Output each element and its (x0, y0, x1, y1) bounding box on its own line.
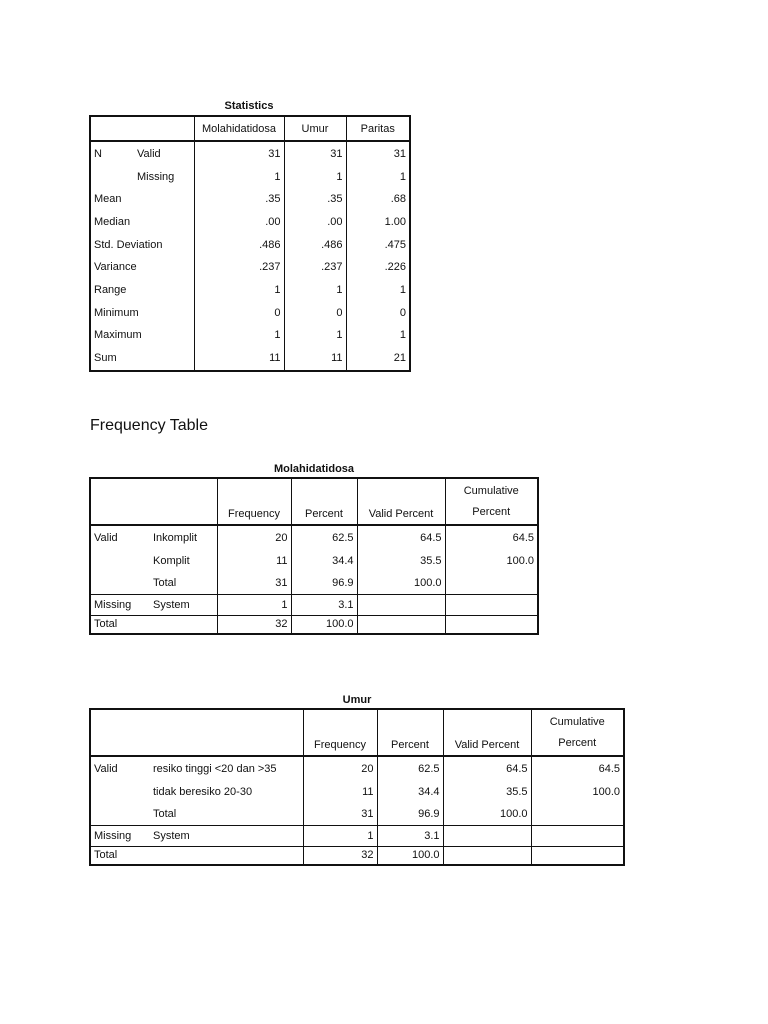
row-group: Valid (94, 762, 118, 775)
table-row (90, 210, 410, 233)
row-group: Missing (90, 825, 150, 846)
table-row (90, 549, 538, 572)
cell-cumulative: 100.0 (531, 780, 624, 803)
row-category: tidak beresiko 20-30 (153, 785, 253, 798)
row-label: Range (94, 283, 127, 296)
row-category: Total (153, 576, 177, 589)
cell-value: 31 (346, 141, 410, 165)
col-cumulative-line1: Cumulative (549, 715, 605, 728)
cell-valid-percent (357, 615, 445, 634)
row-sublabel: Valid (137, 147, 161, 160)
table-row (90, 594, 538, 615)
stat-col-umur: Umur (284, 116, 346, 141)
cell-cumulative (445, 594, 538, 615)
table-row (90, 141, 410, 165)
table-row (90, 846, 624, 865)
frequency-table-heading: Frequency Table (90, 417, 208, 434)
cell-value: 1 (284, 324, 346, 346)
table-row (90, 278, 410, 301)
row-group (90, 572, 150, 594)
cell-value: 1 (346, 165, 410, 188)
cell-frequency: 1 (303, 825, 377, 846)
cell-value: 1.00 (346, 210, 410, 233)
row-group (90, 803, 150, 825)
cell-value: 1 (284, 278, 346, 301)
col-valid-percent: Valid Percent (443, 709, 531, 756)
row-group (90, 780, 150, 803)
cell-valid-percent: 35.5 (443, 780, 531, 803)
cell-valid-percent (443, 825, 531, 846)
cell-value: 1 (346, 278, 410, 301)
frequency-header-row (90, 709, 624, 756)
cell-value: .00 (284, 210, 346, 233)
molahidatidosa-table (89, 477, 539, 635)
cell-valid-percent: 100.0 (357, 572, 445, 594)
cell-value: 1 (194, 278, 284, 301)
cell-valid-percent: 100.0 (443, 803, 531, 825)
table-row (90, 756, 624, 780)
col-percent: Percent (291, 478, 357, 525)
cell-cumulative (531, 825, 624, 846)
row-label: Mean (94, 193, 122, 205)
stat-col-molahidatidosa: Molahidatidosa (194, 116, 284, 141)
cell-frequency: 11 (217, 549, 291, 572)
molahidatidosa-caption: Molahidatidosa (273, 463, 355, 475)
col-cumulative-percent (531, 709, 624, 756)
row-category: resiko tinggi <20 dan >35 (153, 762, 277, 775)
cell-frequency: 11 (303, 780, 377, 803)
cell-value: 21 (346, 346, 410, 371)
cell-percent: 34.4 (377, 780, 443, 803)
row-label: Sum (94, 352, 117, 364)
table-row (90, 165, 410, 188)
row-category: Total (153, 807, 177, 820)
cell-value: 0 (284, 301, 346, 324)
table-row (90, 825, 624, 846)
cell-cumulative: 64.5 (531, 756, 624, 780)
cell-value: .68 (346, 188, 410, 210)
row-label: Std. Deviation (94, 238, 163, 251)
cell-value: .237 (284, 256, 346, 278)
cell-percent: 62.5 (377, 756, 443, 780)
table-row (90, 780, 624, 803)
col-frequency: Frequency (217, 478, 291, 525)
cell-value: 1 (194, 324, 284, 346)
cell-value: .475 (346, 233, 410, 256)
cell-cumulative: 100.0 (445, 549, 538, 572)
cell-percent: 100.0 (377, 846, 443, 865)
cell-percent: 62.5 (291, 525, 357, 549)
cell-percent: 34.4 (291, 549, 357, 572)
row-label: Median (94, 215, 131, 228)
col-valid-percent: Valid Percent (357, 478, 445, 525)
cell-value: 1 (284, 165, 346, 188)
table-row (90, 525, 538, 549)
cell-value: .35 (284, 188, 346, 210)
cell-frequency: 1 (217, 594, 291, 615)
cell-cumulative (445, 615, 538, 634)
cell-frequency: 31 (303, 803, 377, 825)
table-row (90, 233, 410, 256)
table-row (90, 301, 410, 324)
row-category (150, 846, 303, 865)
cell-cumulative (531, 846, 624, 865)
cell-valid-percent: 35.5 (357, 549, 445, 572)
col-cumulative-line1: Cumulative (463, 484, 519, 497)
cell-value: 31 (194, 141, 284, 165)
frequency-header-row (90, 478, 538, 525)
col-percent: Percent (377, 709, 443, 756)
cell-value: 11 (284, 346, 346, 371)
row-group (90, 549, 150, 572)
row-category: System (150, 594, 217, 615)
cell-value: .237 (194, 256, 284, 278)
cell-value: .486 (194, 233, 284, 256)
row-category: Komplit (153, 554, 190, 567)
cell-frequency: 32 (303, 846, 377, 865)
cell-cumulative: 64.5 (445, 525, 538, 549)
statistics-header-row (90, 116, 410, 141)
cell-value: 31 (284, 141, 346, 165)
cell-percent: 100.0 (291, 615, 357, 634)
cell-frequency: 31 (217, 572, 291, 594)
col-cumulative-line2: Percent (472, 505, 511, 518)
row-sublabel: Missing (137, 170, 175, 183)
table-row (90, 615, 538, 634)
cell-valid-percent (357, 594, 445, 615)
row-category (150, 615, 217, 634)
cell-cumulative (531, 803, 624, 825)
table-row (90, 324, 410, 346)
row-label: N (94, 147, 102, 160)
umur-caption: Umur (342, 694, 372, 706)
table-row (90, 346, 410, 371)
cell-value: .35 (194, 188, 284, 210)
table-row (90, 188, 410, 210)
cell-valid-percent: 64.5 (357, 525, 445, 549)
table-row (90, 256, 410, 278)
cell-value: 11 (194, 346, 284, 371)
cell-valid-percent (443, 846, 531, 865)
statistics-caption: Statistics (224, 100, 274, 112)
stat-col-paritas: Paritas (346, 116, 410, 141)
cell-value: .226 (346, 256, 410, 278)
cell-percent: 96.9 (291, 572, 357, 594)
row-group: Total (90, 615, 150, 634)
cell-value: 0 (346, 301, 410, 324)
cell-value: 1 (194, 165, 284, 188)
col-cumulative-line2: Percent (558, 736, 597, 749)
col-frequency: Frequency (303, 709, 377, 756)
umur-table (89, 708, 625, 866)
cell-percent: 3.1 (377, 825, 443, 846)
row-group: Valid (94, 531, 118, 544)
row-label (90, 165, 134, 188)
cell-frequency: 32 (217, 615, 291, 634)
cell-value: .00 (194, 210, 284, 233)
row-label: Maximum (94, 329, 142, 341)
cell-percent: 96.9 (377, 803, 443, 825)
row-category: Inkomplit (153, 531, 198, 544)
cell-value: 0 (194, 301, 284, 324)
cell-value: .486 (284, 233, 346, 256)
cell-frequency: 20 (303, 756, 377, 780)
table-row (90, 803, 624, 825)
row-group: Total (90, 846, 150, 865)
cell-value: 1 (346, 324, 410, 346)
cell-percent: 3.1 (291, 594, 357, 615)
cell-cumulative (445, 572, 538, 594)
statistics-table (89, 115, 411, 372)
row-group: Missing (90, 594, 150, 615)
col-cumulative-percent (445, 478, 538, 525)
row-label: Minimum (94, 306, 139, 319)
row-label: Variance (94, 261, 137, 273)
cell-valid-percent: 64.5 (443, 756, 531, 780)
row-category: System (150, 825, 303, 846)
table-row (90, 572, 538, 594)
cell-frequency: 20 (217, 525, 291, 549)
